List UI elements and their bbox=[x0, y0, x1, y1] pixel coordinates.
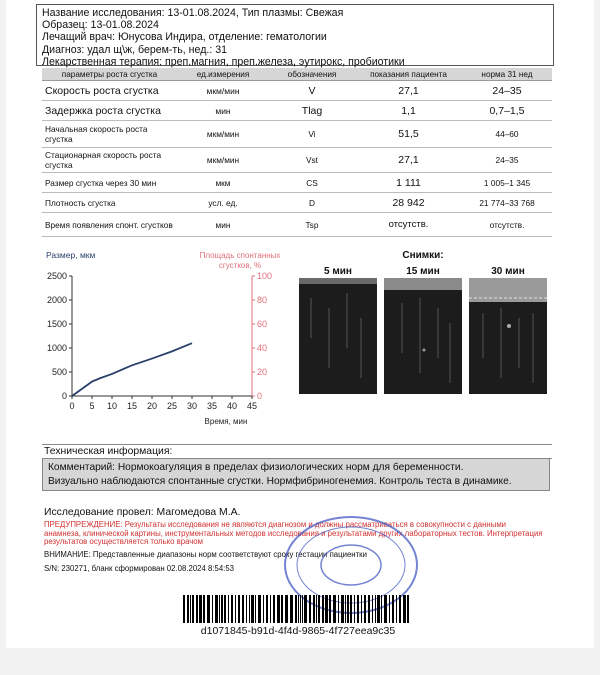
serial-number: S/N: 230271, бланк сформирован 02.08.2024 8:54:53 bbox=[44, 564, 235, 573]
barcode-bar bbox=[347, 595, 349, 623]
study-name: Название исследования: 13-01.08.2024, Тип плазмы: Свежая bbox=[42, 7, 344, 19]
barcode-bar bbox=[338, 595, 339, 623]
snapshot-image-15 bbox=[384, 278, 462, 394]
chart-y2label: Площадь спонтанных сгустков, % bbox=[199, 251, 281, 270]
barcode-bar bbox=[192, 595, 194, 623]
barcode-bar bbox=[228, 595, 229, 623]
row-symbol: Vst bbox=[269, 148, 355, 173]
barcode-bar bbox=[341, 595, 344, 623]
row-unit: мкм/мин bbox=[177, 121, 269, 148]
barcode-bar bbox=[364, 595, 366, 623]
row-unit: усл. ед. bbox=[177, 193, 269, 213]
barcode-bar bbox=[183, 595, 185, 623]
table-row bbox=[42, 173, 552, 193]
clot-size-line bbox=[72, 343, 192, 396]
row-param: Время появления спонт. сгустков bbox=[42, 213, 177, 237]
barcode-bar bbox=[203, 595, 205, 623]
y2-tick-label: 80 bbox=[257, 295, 268, 305]
table-row bbox=[42, 81, 552, 101]
diagnosis: Диагноз: удал щ\ж, берем-ть, нед.: 31 bbox=[42, 43, 227, 56]
row-symbol: V bbox=[269, 81, 355, 101]
table-row bbox=[42, 101, 552, 121]
comment-box bbox=[42, 458, 550, 491]
clot-growth-chart bbox=[40, 246, 286, 430]
barcode-bar bbox=[251, 595, 254, 623]
x-tick-label: 0 bbox=[69, 401, 75, 411]
barcode-bar bbox=[302, 595, 303, 623]
y-tick-label: 2000 bbox=[46, 295, 67, 305]
barcode-bar bbox=[345, 595, 346, 623]
barcode-bar bbox=[392, 595, 394, 623]
barcode-text: d1071845-b91d-4f4d-9865-4f727eea9c35 bbox=[200, 625, 396, 637]
snapshot-image-5 bbox=[299, 278, 377, 394]
snapshot-label-15: 15 мин bbox=[406, 266, 440, 277]
y2-tick-label: 20 bbox=[257, 367, 268, 377]
barcode-bar bbox=[350, 595, 352, 623]
barcode-bar bbox=[255, 595, 256, 623]
sample: Образец: 13-01.08.2024 bbox=[42, 19, 159, 32]
barcode-bar bbox=[196, 595, 198, 623]
row-unit: мкм/мин bbox=[177, 148, 269, 173]
barcode-bar bbox=[221, 595, 223, 623]
y2-tick-label: 60 bbox=[257, 319, 268, 329]
barcode-bar bbox=[207, 595, 210, 623]
y-tick-label: 0 bbox=[61, 391, 67, 401]
tech-info-heading: Техническая информация: bbox=[42, 444, 552, 459]
barcode-bar bbox=[368, 595, 370, 623]
x-tick-label: 5 bbox=[89, 401, 95, 411]
warning-text: ПРЕДУПРЕЖДЕНИЕ: Результаты исследования не являются диагнозом и должны рассматриваться в совокупности с данными анамнеза, клинической картины, инструментальных методов исследования и результатами других лабораторных тестов. Интерпретация результатов осуществляется только врачом bbox=[44, 520, 543, 547]
y2-tick-label: 40 bbox=[257, 343, 268, 353]
row-symbol: Vi bbox=[269, 121, 355, 148]
table-row bbox=[42, 121, 552, 148]
barcode-bar bbox=[399, 595, 401, 623]
chart-xlabel: Время, мин bbox=[204, 417, 248, 426]
row-norm: 0,7–1,5 bbox=[462, 101, 552, 121]
row-value: 51,5 bbox=[355, 121, 462, 148]
row-value: 1 111 bbox=[355, 173, 462, 193]
chart-ylabel: Размер, мкм bbox=[46, 250, 96, 260]
row-unit: мин bbox=[177, 101, 269, 121]
barcode-bar bbox=[258, 595, 261, 623]
x-tick-label: 30 bbox=[186, 401, 198, 411]
barcode-bar bbox=[266, 595, 268, 623]
results-table bbox=[42, 68, 552, 237]
y-tick-label: 1000 bbox=[46, 343, 67, 353]
row-norm: отсутств. bbox=[462, 213, 552, 237]
x-tick-label: 40 bbox=[226, 401, 238, 411]
barcode-bar bbox=[187, 595, 189, 623]
snapshot-label-5: 5 мин bbox=[324, 266, 352, 277]
table-row bbox=[42, 148, 552, 173]
snapshot-image-30 bbox=[469, 278, 547, 394]
row-param: Размер сгустка через 30 мин bbox=[42, 173, 177, 193]
doctor: Лечащий врач: Юнусова Индира, отделение: гематологии bbox=[42, 31, 327, 44]
barcode-bar bbox=[246, 595, 247, 623]
col-param: параметры роста сгустка bbox=[42, 68, 177, 81]
barcode-bar bbox=[372, 595, 373, 623]
row-param: Стационарная скорость роста сгустка bbox=[42, 148, 177, 173]
table-row bbox=[42, 213, 552, 237]
barcode-bar bbox=[407, 595, 409, 623]
row-norm: 44–60 bbox=[462, 121, 552, 148]
barcode-bar bbox=[298, 595, 299, 623]
row-param: Задержка роста сгустка bbox=[42, 101, 177, 121]
barcode-bar bbox=[403, 595, 406, 623]
barcode-bar bbox=[377, 595, 380, 623]
row-symbol: CS bbox=[269, 173, 355, 193]
col-unit: ед.измерения bbox=[177, 68, 269, 81]
barcode-bar bbox=[318, 595, 320, 623]
row-param: Плотность сгустка bbox=[42, 193, 177, 213]
y2-tick-label: 0 bbox=[257, 391, 263, 401]
barcode-bar bbox=[325, 595, 328, 623]
row-unit: мкм bbox=[177, 173, 269, 193]
row-value: 28 942 bbox=[355, 193, 462, 213]
performed-by: Исследование провел: Магомедова М.А. bbox=[44, 507, 241, 518]
barcode-bar bbox=[354, 595, 355, 623]
y-tick-label: 2500 bbox=[46, 271, 67, 281]
barcode-bar bbox=[235, 595, 236, 623]
barcode-bar bbox=[212, 595, 213, 623]
y2-tick-label: 100 bbox=[257, 271, 273, 281]
barcode-bar bbox=[313, 595, 315, 623]
barcode-bar bbox=[290, 595, 293, 623]
barcode-bar bbox=[304, 595, 307, 623]
col-symbol: обозначения bbox=[269, 68, 355, 81]
comment-line-2: Визуально наблюдаются спонтанные сгустки. Нормфибриногенемия. Контроль теста в динамике. bbox=[48, 476, 512, 487]
barcode-bar bbox=[300, 595, 301, 623]
barcode bbox=[183, 595, 413, 623]
row-value: 27,1 bbox=[355, 81, 462, 101]
row-param: Скорость роста сгустка bbox=[42, 81, 177, 101]
barcode-bar bbox=[384, 595, 387, 623]
col-value: показания пациента bbox=[355, 68, 462, 81]
col-norm: норма 31 нед bbox=[462, 68, 552, 81]
barcode-bar bbox=[231, 595, 233, 623]
row-value: отсутств. bbox=[355, 213, 462, 237]
barcode-bar bbox=[309, 595, 311, 623]
barcode-bar bbox=[389, 595, 390, 623]
row-unit: мин bbox=[177, 213, 269, 237]
barcode-bar bbox=[190, 595, 191, 623]
barcode-bar bbox=[285, 595, 288, 623]
row-norm: 1 005–1 345 bbox=[462, 173, 552, 193]
barcode-bar bbox=[199, 595, 202, 623]
barcode-bar bbox=[375, 595, 376, 623]
row-value: 1,1 bbox=[355, 101, 462, 121]
barcode-bar bbox=[238, 595, 240, 623]
barcode-bar bbox=[270, 595, 271, 623]
barcode-bar bbox=[357, 595, 359, 623]
x-tick-label: 25 bbox=[166, 401, 178, 411]
barcode-bar bbox=[333, 595, 336, 623]
x-tick-label: 15 bbox=[126, 401, 138, 411]
row-norm: 21 774–33 768 bbox=[462, 193, 552, 213]
snapshots-title: Снимки: bbox=[402, 250, 444, 261]
barcode-bar bbox=[249, 595, 250, 623]
barcode-bar bbox=[396, 595, 397, 623]
barcode-bar bbox=[281, 595, 283, 623]
barcode-bar bbox=[361, 595, 362, 623]
row-symbol: Tlag bbox=[269, 101, 355, 121]
x-tick-label: 45 bbox=[246, 401, 258, 411]
row-norm: 24–35 bbox=[462, 148, 552, 173]
x-tick-label: 20 bbox=[146, 401, 158, 411]
barcode-bar bbox=[277, 595, 280, 623]
snapshot-label-30: 30 мин bbox=[491, 266, 525, 277]
comment-line-1: Комментарий: Нормокоагуляция в пределах физиологических норм для беременности. bbox=[48, 462, 464, 473]
barcode-bar bbox=[219, 595, 220, 623]
barcode-bar bbox=[322, 595, 324, 623]
barcode-bar bbox=[242, 595, 244, 623]
table-row bbox=[42, 193, 552, 213]
barcode-bar bbox=[381, 595, 382, 623]
barcode-bar bbox=[295, 595, 297, 623]
barcode-bar bbox=[316, 595, 317, 623]
row-norm: 24–35 bbox=[462, 81, 552, 101]
barcode-bar bbox=[215, 595, 218, 623]
row-param: Начальная скорость роста сгустка bbox=[42, 121, 177, 148]
row-symbol: Tsp bbox=[269, 213, 355, 237]
barcode-bar bbox=[224, 595, 226, 623]
therapy: Лекарственная терапия: преп.магния, преп.железа, эутирокс, пробиотики bbox=[42, 55, 405, 68]
row-value: 27,1 bbox=[355, 148, 462, 173]
patient-header bbox=[36, 4, 554, 66]
barcode-bar bbox=[273, 595, 275, 623]
row-unit: мкм/мин bbox=[177, 81, 269, 101]
y-tick-label: 1500 bbox=[46, 319, 67, 329]
attention-text: ВНИМАНИЕ: Представленные диапазоны норм соответствуют сроку гестации пациентки bbox=[44, 550, 367, 559]
y-tick-label: 500 bbox=[51, 367, 67, 377]
barcode-bar bbox=[263, 595, 264, 623]
x-tick-label: 10 bbox=[106, 401, 118, 411]
x-tick-label: 35 bbox=[206, 401, 218, 411]
row-symbol: D bbox=[269, 193, 355, 213]
table-header bbox=[42, 68, 552, 81]
barcode-bar bbox=[329, 595, 331, 623]
